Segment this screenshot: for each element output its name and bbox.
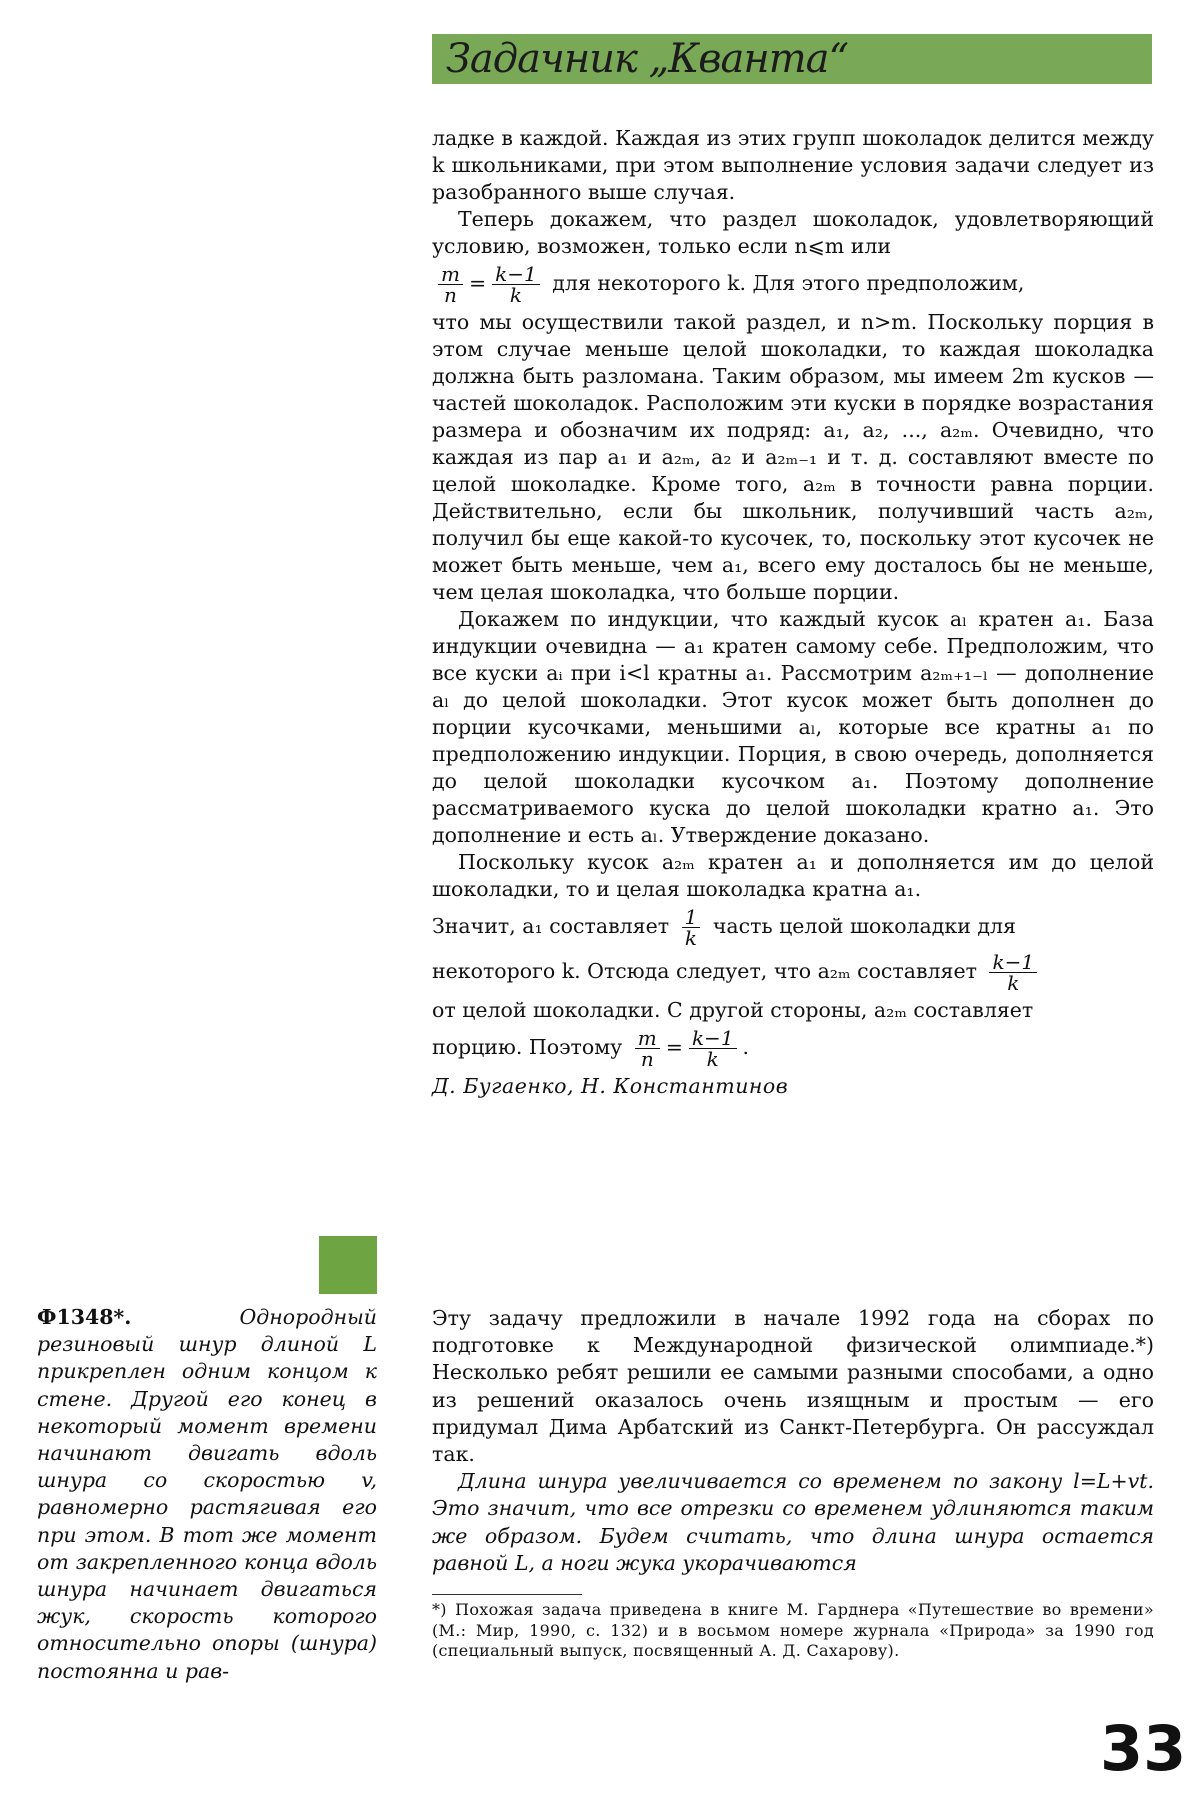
paragraph-proof-body: что мы осуществили такой раздел, и n>m. Поскольку порция в этом случае меньше целой шоколадки, то каждая шоколадка должна быть разломана. Таким образом, мы имеем 2m кусков — частей шоколадок. Расположим эти куски в порядке возрастания размера и обозначим их подряд: a₁, a₂, ..., a₂ₘ. Очевидно, что каждая из пар a₁ и a₂ₘ, a₂ и a₂ₘ₋₁ и т. д. составляют вместе по целой шоколадке. Кроме того, a₂ₘ в точности равна порции. Действительно, если бы школьник, получивший часть a₂ₘ, получил бы еще какой-то кусочек, то, поскольку этот кусочек не может быть меньше, чем a₁, всего ему досталось бы не меньше, чем целая шоколадка, что больше порции.: [432, 310, 1154, 604]
fraction-numerator: 1: [682, 907, 701, 928]
problem-statement: [37, 1304, 377, 1685]
paragraph-continued: ладке в каждой. Каждая из этих групп шоколадок делится между k школьниками, при этом выполнение условия задачи следует из разобранного выше случая.: [432, 126, 1154, 204]
text-run: Теперь докажем, что раздел шоколадок, удовлетворяющий условию, возможен, только если n⩽m или: [432, 207, 1154, 258]
solution-reasoning: Длина шнура увеличивается со временем по закону l=L+vt. Это значит, что все отрезки со временем удлиняются таким же образом. Будем считать, что длина шнура остается равной L, а ноги жука укорачиваются: [432, 1469, 1154, 1575]
fraction-1-over-k: [682, 907, 701, 948]
text-run: некоторого k. Отсюда следует, что a₂ₘ составляет: [432, 959, 977, 983]
fraction-denominator: n: [640, 1047, 654, 1071]
page-number: 33: [1100, 1712, 1187, 1785]
fraction-m-over-n: [438, 264, 463, 305]
solution-intro: Эту задачу предложили в начале 1992 года на сборах по подготовке к Международной физической олимпиаде.*) Несколько ребят решили ее самыми разными способами, а одно из решений оказалось очень изящным и простым — его придумал Дима Арбатский из Санкт-Петербурга. Он рассуждал так.: [432, 1306, 1154, 1467]
section-title: Задачник „Кванта“: [446, 36, 848, 82]
text-run: .: [742, 1035, 750, 1059]
footnote: *) Похожая задача приведена в книге М. Гарднера «Путешествие во времени» (М.: Мир, 1990, с. 132) и в восьмом номере журнала «Природа» за 1990 год (специальный выпуск, посвященный А. Д. Сахарову).: [432, 1600, 1154, 1660]
text-run: часть целой шоколадки для: [712, 914, 1016, 938]
fraction-k-minus-1-over-k: [492, 264, 540, 305]
fraction-k-minus-1-over-k: [689, 1028, 737, 1069]
main-article-column: [432, 125, 1154, 1100]
fraction-m-over-n: [635, 1028, 660, 1069]
fraction-numerator: m: [438, 264, 463, 285]
solution-column: [432, 1305, 1154, 1577]
fraction-denominator: k: [509, 283, 523, 307]
text-line: от целой шоколадки. С другой стороны, a₂ₘ составляет: [432, 998, 1034, 1022]
fraction-numerator: k−1: [689, 1028, 737, 1049]
fraction-denominator: k: [684, 926, 697, 950]
paragraph-induction: Докажем по индукции, что каждый кусок aₗ кратен a₁. База индукции очевидна — a₁ кратен самому себе. Предположим, что все куски aᵢ при i<l кратны a₁. Рассмотрим a₂ₘ₊₁₋ₗ — дополнение aₗ до целой шоколадки. Этот кусок может быть дополнен до порции кусочками, меньшими aₗ, которые все кратны a₁ по предположению индукции. Порция, в свою очередь, дополняется до целой шоколадки кусочком a₁. Поэтому дополнение рассматриваемого куска до целой шоколадки кратно a₁. Это дополнение и есть aₗ. Утверждение доказано.: [432, 607, 1154, 847]
problem-number: Ф1348*.: [37, 1305, 132, 1329]
paragraph-proof-start: [432, 206, 1154, 260]
section-banner: [432, 34, 1152, 84]
problem-text: Однородный резиновый шнур длиной L прикреплен одним концом к стене. Другой его конец в некоторый момент времени начинают двигать вдоль шнура со скоростью v, равномерно растягивая его при этом. В тот же момент от закрепленного конца вдоль шнура начинает двигаться жук, скорость которого относительно опоры (шнура) постоянна и рав-: [37, 1305, 377, 1683]
fraction-denominator: k: [706, 1047, 719, 1071]
equation-line: порцию. Поэтому $\frac{m}{n}$ = $\frac{k-1}{k}$ .: [432, 1026, 750, 1071]
text-run: для некоторого k. Для этого предположим,: [552, 271, 1025, 295]
fraction-numerator: m: [635, 1028, 660, 1049]
equation-line: [432, 952, 1154, 993]
text-run: Значит, a₁ составляет: [432, 914, 670, 938]
footnote-divider: [432, 1594, 582, 1595]
problem-marker-square: [319, 1236, 377, 1294]
equation-line: $\frac{m}{n}$ = $\frac{k-1}{k}$ для некоторого k. Для этого предположим,: [432, 264, 1154, 305]
fraction-numerator: k−1: [492, 264, 540, 285]
text-run: порцию. Поэтому: [432, 1035, 623, 1059]
paragraph-conclusion: Поскольку кусок a₂ₘ кратен a₁ и дополняется им до целой шоколадки, то и целая шоколадка кратна a₁.: [432, 850, 1154, 901]
article-authors: Д. Бугаенко, Н. Константинов: [432, 1074, 789, 1098]
fraction-k-minus-1-over-k: [989, 952, 1037, 993]
fraction-denominator: n: [444, 283, 457, 307]
fraction-denominator: k: [1007, 971, 1020, 995]
fraction-numerator: k−1: [989, 952, 1037, 973]
equation-line: [432, 907, 1154, 948]
